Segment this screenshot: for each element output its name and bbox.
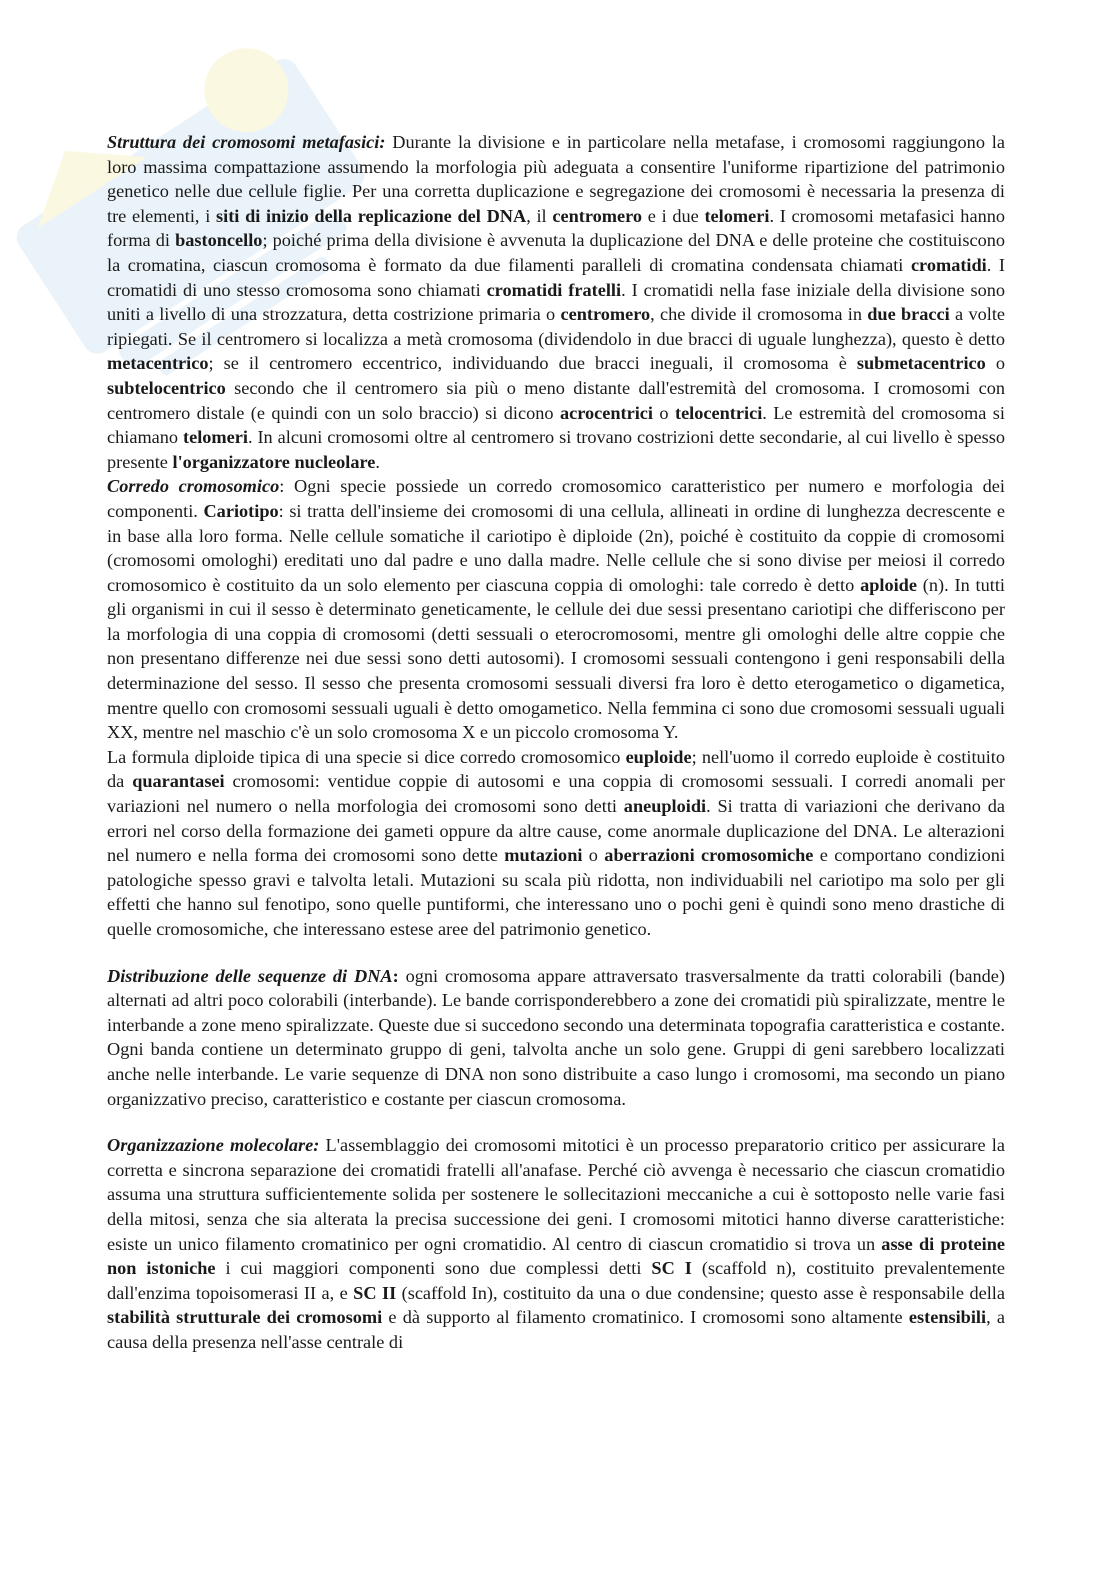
text-run: e comportano condizioni patologiche spesso gravi e talvolta letali. Mutazioni su scala più ridotta, non individuabili nel cariotipo ma solo per gli effetti che hanno sul fenotipo, sono quelle puntiformi, che interessano uno o pochi geni è quindi sono meno drastiche di quelle cromosomiche, che interessano estese aree del patrimonio genetico. bbox=[107, 845, 1006, 939]
paragraph bbox=[107, 1133, 1005, 1354]
bold-term: subtelocentrico bbox=[107, 377, 226, 398]
text-run: o bbox=[653, 402, 675, 423]
text-run: a volte ripiegati. Se il centromero si localizza a metà cromosoma (dividendolo in due bracci di uguale lunghezza), questo è detto bbox=[107, 304, 1006, 349]
text-run: . I cromatidi nella fase iniziale della divisione sono uniti a livello di una strozzatura, detta costrizione primaria o bbox=[107, 279, 1005, 325]
bold-term: asse di proteine non istoniche bbox=[107, 1233, 1006, 1279]
bold-term: cromatidi fratelli bbox=[486, 279, 622, 300]
paragraph bbox=[107, 745, 1005, 942]
section-heading: Corredo cromosomico bbox=[107, 476, 280, 497]
bold-term: telomeri bbox=[704, 205, 770, 226]
section-heading: Organizzazione molecolare: bbox=[107, 1135, 320, 1156]
bold-term: aneuploidi bbox=[623, 796, 707, 817]
text-run: , il bbox=[526, 205, 553, 226]
paragraph bbox=[107, 474, 1005, 745]
bold-term: SC II bbox=[353, 1282, 397, 1303]
bold-term: quarantasei bbox=[132, 771, 225, 792]
text-run: . Si tratta di variazioni che derivano da errori nel corso della formazione dei gameti oppure da altre cause, come anormale duplicazione del DNA. Le alterazioni nel numero e nella forma dei cromosomi sono dette bbox=[107, 796, 1005, 866]
paragraph bbox=[107, 130, 1005, 474]
bold-term: SC I bbox=[651, 1258, 692, 1279]
bold-term: submetacentrico bbox=[856, 353, 986, 374]
bold-term: estensibili bbox=[908, 1307, 987, 1328]
bold-term: bastoncello bbox=[175, 230, 263, 251]
text-run: ogni cromosoma appare attraversato trasversalmente da tratti colorabili (bande) alternati ad altri poco colorabili (interbande). Le bande corrisponderebbero a zone dei cromatidi più spiralizzate, mentre le interbande a zone meno spiralizzate. Queste due si succedono secondo una determinata topografia caratteristica e costante. Ogni banda contiene un determinato gruppo di geni, talvolta anche un solo gene. Gruppi di geni sarebbero localizzati anche nelle interbande. Le varie sequenze di DNA non sono distribuite a caso lungo i cromosomi, ma secondo un piano organizzativo preciso, caratteristico e costante per ciascun cromosoma. bbox=[107, 965, 1005, 1109]
bold-term: l'organizzatore nucleolare bbox=[172, 451, 376, 472]
text-run: . bbox=[375, 451, 380, 472]
text-run: (scaffold n), costituito prevalentemente dall'enzima topoisomerasi II a, e bbox=[107, 1258, 1005, 1303]
text-run: La formula diploide tipica di una specie si dice corredo cromosomico bbox=[107, 746, 626, 767]
bold-term: centromero bbox=[552, 205, 643, 226]
bold-term: Cariotipo bbox=[203, 500, 279, 521]
text-run: Durante la divisione e in particolare nella metafase, i cromosomi raggiungono la loro massima compattazione assumendo la morfologia più adeguata a consentire l'uniforme ripartizione del patrimonio genetico nelle due cellule figlie. Per una corretta duplicazione e segregazione dei cromosomi è necessaria la presenza di tre elementi, i bbox=[107, 132, 1005, 226]
bold-term: aberrazioni cromosomiche bbox=[604, 845, 814, 866]
text-run: . I cromatidi di uno stesso cromosoma sono chiamati bbox=[107, 254, 1005, 300]
bold-term: aploide bbox=[860, 574, 917, 595]
text-run: , che divide il cromosoma in bbox=[650, 304, 868, 325]
text-run: : Ogni specie possiede un corredo cromosomico caratteristico per numero e morfologia dei componenti. bbox=[107, 476, 1005, 521]
text-run: secondo che il centromero sia più o meno distante dall'estremità del cromosoma. I cromosomi con centromero distale (e quindi con un solo braccio) si dicono bbox=[107, 377, 1005, 423]
bold-term: cromatidi bbox=[910, 254, 987, 275]
bold-term: telocentrici bbox=[674, 402, 763, 423]
bold-term: centromero bbox=[560, 304, 651, 325]
text-run: i cui maggiori componenti sono due complessi detti bbox=[215, 1258, 652, 1279]
paragraph bbox=[107, 964, 1005, 1112]
text-run: ; poiché prima della divisione è avvenuta la duplicazione del DNA e delle proteine che costituiscono la cromatina, ciascun cromosoma è formato da due filamenti paralleli di cromatina condensata chiamati bbox=[107, 230, 1005, 275]
bold-term: metacentrico bbox=[107, 353, 209, 374]
bold-term: telomeri bbox=[183, 427, 248, 448]
bold-term: euploide bbox=[625, 746, 692, 767]
bold-term: acrocentrici bbox=[559, 402, 654, 423]
text-run: o bbox=[582, 845, 605, 866]
text-run: e dà supporto al filamento cromatinico. I cromosomi sono altamente bbox=[382, 1307, 909, 1328]
section-heading: Distribuzione delle sequenze di DNA bbox=[107, 965, 393, 986]
text-run: (scaffold In), costituito da una o due condensine; questo asse è responsabile della bbox=[396, 1282, 1005, 1303]
bold-term: siti di inizio della replicazione del DNA bbox=[216, 205, 527, 226]
text-run: ; nell'uomo il corredo euploide è costituito da bbox=[107, 746, 1005, 792]
text-run: . I cromosomi metafasici hanno forma di bbox=[107, 205, 1005, 251]
bold-term: : bbox=[392, 965, 399, 986]
text-run: (n). In tutti gli organismi in cui il sesso è determinato geneticamente, le cellule dei due sessi presentano cariotipi che differiscono per la morfologia di una coppia di cromosomi (detti sessuali o eterocromosomi, mentre gli omologhi delle altre coppie che non presentano differenze nei due sessi sono detti autosomi). I cromosomi sessuali contengono i geni responsabili della determinazione del sesso. Il sesso che presenta cromosomi sessuali diversi fra loro è detto eterogametico o digametica, mentre quello con cromosomi sessuali uguali è detto omogametico. Nella femmina ci sono due cromosomi sessuali uguali XX, mentre nel maschio c'è un solo cromosoma X e un piccolo cromosoma Y. bbox=[107, 574, 1005, 743]
document-body bbox=[107, 130, 1005, 1355]
bold-term: stabilità strutturale dei cromosomi bbox=[107, 1307, 383, 1328]
text-run: e i due bbox=[642, 205, 705, 226]
text-run: . Le estremità del cromosoma si chiamano bbox=[107, 402, 1005, 448]
text-run: cromosomi: ventidue coppie di autosomi e una coppia di cromosomi sessuali. I corredi anomali per variazioni nel numero o nella morfologia dei cromosomi sono detti bbox=[107, 771, 1005, 817]
text-run: L'assemblaggio dei cromosomi mitotici è un processo preparatorio critico per assicurare la corretta e sincrona separazione dei cromatidi fratelli all'anafase. Perché ciò avvenga è necessario che ciascun cromatidio assuma una struttura sufficientemente solida per sostenere le sollecitazioni meccaniche a cui è sottoposto nelle varie fasi della mitosi, senza che sia alterata la precisa successione dei geni. I cromosomi mitotici hanno diverse caratteristiche: esiste un unico filamento cromatinico per ogni cromatidio. Al centro di ciascun cromatidio si trova un bbox=[107, 1135, 1005, 1254]
text-run: : si tratta dell'insieme dei cromosomi di una cellula, allineati in ordine di lunghezza decrescente e in base alla loro forma. Nelle cellule somatiche il cariotipo è diploide (2n), poiché è costituito da coppie di cromosomi (cromosomi omologhi) ereditati uno dal padre e uno dalla madre. Nelle cellule che si sono divise per meiosi il corredo cromosomico è costituito da un solo elemento per ciascuna coppia di omologhi: tale corredo è detto bbox=[107, 500, 1005, 595]
section-heading: Struttura dei cromosomi metafasici: bbox=[107, 132, 386, 152]
text-run: . In alcuni cromosomi oltre al centromero si trovano costrizioni dette secondarie, al cui livello è spesso presente bbox=[107, 427, 1005, 472]
bold-term: mutazioni bbox=[504, 845, 583, 866]
text-run: o bbox=[985, 353, 1005, 374]
text-run: ; se il centromero eccentrico, individuando due bracci ineguali, il cromosoma è bbox=[208, 353, 857, 374]
text-run: , a causa della presenza nell'asse centrale di bbox=[107, 1307, 1005, 1352]
bold-term: due bracci bbox=[867, 304, 950, 325]
